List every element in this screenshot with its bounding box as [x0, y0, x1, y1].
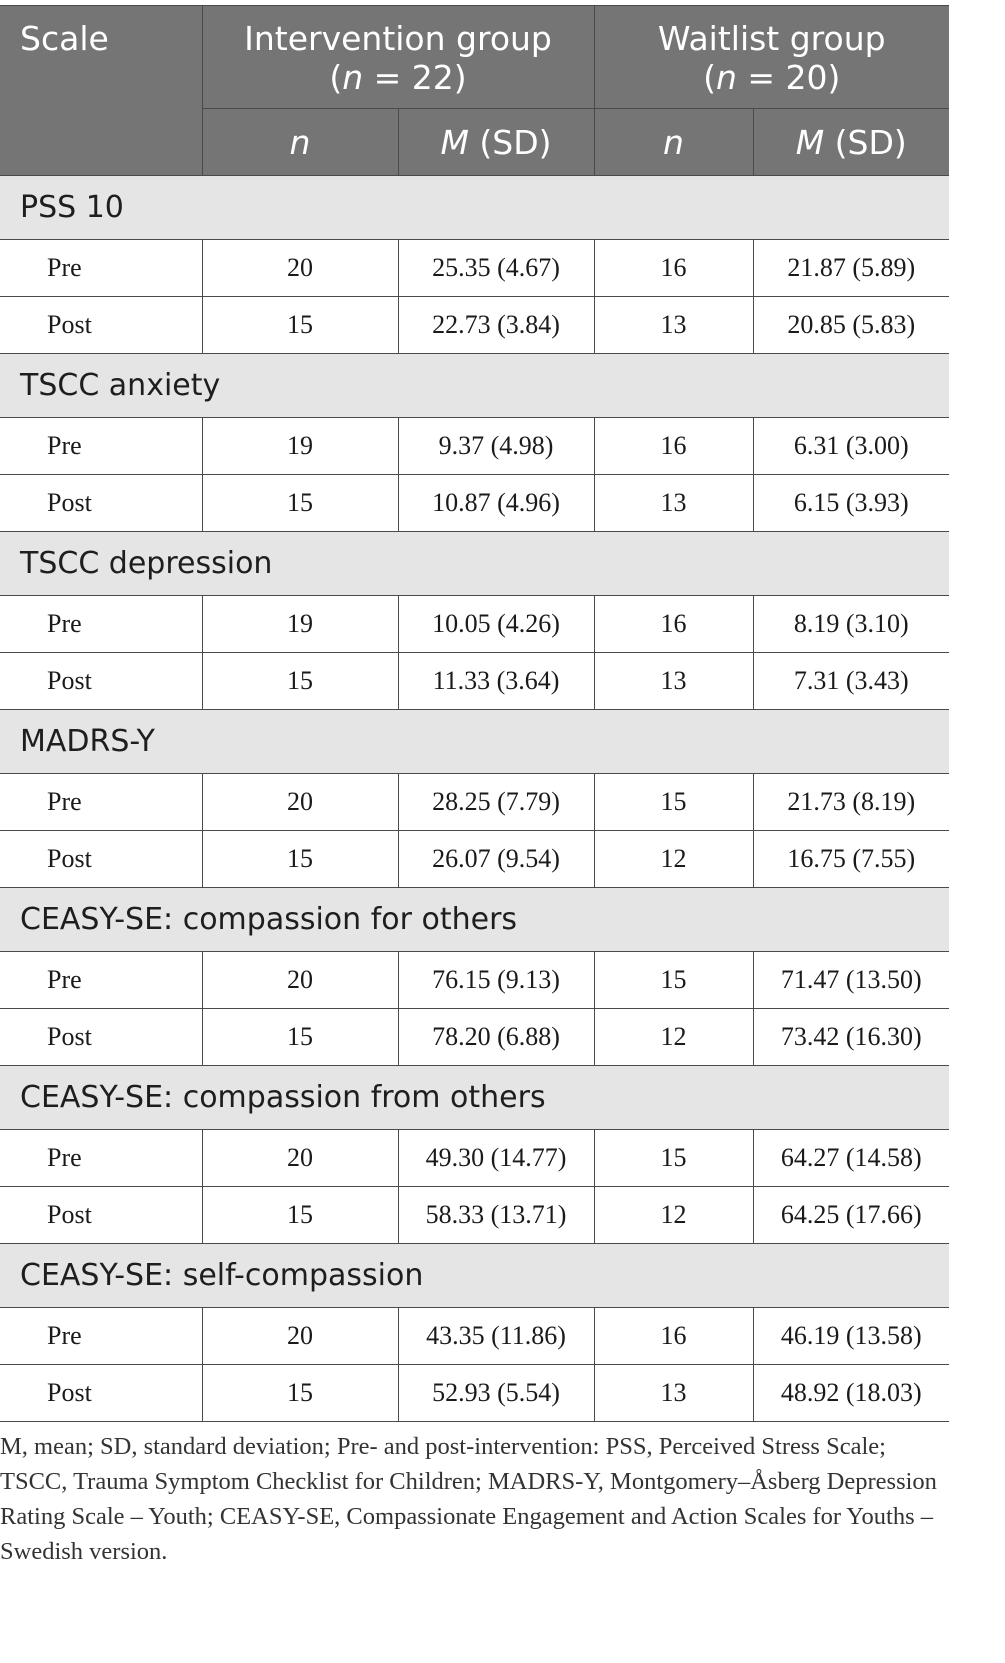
intervention-group-header: Intervention group (n = 22) [202, 6, 594, 109]
section-title: TSCC depression [0, 532, 949, 596]
intervention-mean-sd-cell: 9.37 (4.98) [398, 418, 594, 475]
waitlist-n-cell: 13 [594, 475, 753, 532]
row-label: Pre [0, 596, 202, 653]
waitlist-n-cell: 16 [594, 240, 753, 297]
intervention-mean-sd-cell: 26.07 (9.54) [398, 831, 594, 888]
waitlist-mean-sd-cell: 20.85 (5.83) [753, 297, 949, 354]
waitlist-n-cell: 16 [594, 1308, 753, 1365]
table-footnote: M, mean; SD, standard deviation; Pre- and post-intervention: PSS, Perceived Stress Scale; TSCC, Trauma Symptom Checklist for Children; MADRS-Y, Montgomery–Åsberg Depression Rating Scale – Youth; CEASY-SE, Compassionate Engagement and Action Scales for Youths – Swedish version. [0, 1433, 937, 1565]
waitlist-mean-sd-cell: 64.27 (14.58) [753, 1130, 949, 1187]
table-row [0, 1009, 949, 1066]
table-row [0, 831, 949, 888]
intervention-mean-sd-cell: 28.25 (7.79) [398, 774, 594, 831]
row-label: Post [0, 1009, 202, 1066]
intervention-n-cell: 15 [202, 297, 398, 354]
intervention-n-label: n [342, 58, 364, 97]
row-label: Post [0, 1187, 202, 1244]
row-label: Post [0, 297, 202, 354]
table-row [0, 418, 949, 475]
intervention-n-cell: 20 [202, 952, 398, 1009]
results-table [0, 5, 949, 1422]
intervention-n-cell: 19 [202, 596, 398, 653]
section-row [0, 888, 949, 952]
row-label: Pre [0, 1130, 202, 1187]
row-label: Post [0, 475, 202, 532]
section-row [0, 354, 949, 418]
waitlist-mean-sd-cell: 48.92 (18.03) [753, 1365, 949, 1422]
intervention-n-cell: 20 [202, 1308, 398, 1365]
table-row [0, 1130, 949, 1187]
waitlist-n-cell: 15 [594, 774, 753, 831]
waitlist-n-cell: 13 [594, 1365, 753, 1422]
waitlist-n-label: n [715, 58, 737, 97]
table-row [0, 240, 949, 297]
waitlist-n-cell: 15 [594, 952, 753, 1009]
table-row [0, 1308, 949, 1365]
row-label: Post [0, 653, 202, 710]
waitlist-mean-sd-cell: 6.31 (3.00) [753, 418, 949, 475]
intervention-n-cell: 15 [202, 475, 398, 532]
section-title: CEASY-SE: compassion from others [0, 1066, 949, 1130]
waitlist-group-title: Waitlist group [657, 19, 886, 58]
waitlist-n-cell: 15 [594, 1130, 753, 1187]
waitlist-mean-sd-cell: 71.47 (13.50) [753, 952, 949, 1009]
row-label: Pre [0, 952, 202, 1009]
section-title: MADRS-Y [0, 710, 949, 774]
table-row [0, 1187, 949, 1244]
waitlist-group-header: Waitlist group (n = 20) [594, 6, 949, 109]
intervention-mean-sd-cell: 10.87 (4.96) [398, 475, 594, 532]
waitlist-mean-sd-cell: 6.15 (3.93) [753, 475, 949, 532]
section-title: CEASY-SE: compassion for others [0, 888, 949, 952]
intervention-mean-sd-cell: 78.20 (6.88) [398, 1009, 594, 1066]
intervention-n-cell: 15 [202, 831, 398, 888]
waitlist-mean-sd-cell: 73.42 (16.30) [753, 1009, 949, 1066]
table-row [0, 596, 949, 653]
table-row [0, 1365, 949, 1422]
waitlist-n-cell: 12 [594, 1187, 753, 1244]
row-label: Pre [0, 774, 202, 831]
row-label: Post [0, 831, 202, 888]
intervention-n-cell: 15 [202, 1187, 398, 1244]
waitlist-n-value: = 20 [736, 58, 828, 97]
table-row [0, 297, 949, 354]
section-row [0, 1244, 949, 1308]
waitlist-n-cell: 13 [594, 653, 753, 710]
waitlist-n-cell: 16 [594, 418, 753, 475]
waitlist-n-cell: 12 [594, 831, 753, 888]
waitlist-mean-sd-cell: 64.25 (17.66) [753, 1187, 949, 1244]
intervention-mean-sd-cell: 58.33 (13.71) [398, 1187, 594, 1244]
intervention-n-cell: 15 [202, 1365, 398, 1422]
row-label: Pre [0, 418, 202, 475]
waitlist-mean-sd-cell: 16.75 (7.55) [753, 831, 949, 888]
intervention-n-value: = 22 [363, 58, 454, 97]
intervention-group-title: Intervention group [244, 19, 552, 58]
waitlist-msd-header: M (SD) [753, 109, 949, 176]
intervention-mean-sd-cell: 49.30 (14.77) [398, 1130, 594, 1187]
intervention-mean-sd-cell: 76.15 (9.13) [398, 952, 594, 1009]
waitlist-mean-sd-cell: 46.19 (13.58) [753, 1308, 949, 1365]
row-label: Pre [0, 240, 202, 297]
waitlist-mean-sd-cell: 21.87 (5.89) [753, 240, 949, 297]
intervention-n-cell: 15 [202, 653, 398, 710]
intervention-n-header: n [202, 109, 398, 176]
waitlist-n-cell: 13 [594, 297, 753, 354]
section-row [0, 532, 949, 596]
waitlist-n-cell: 12 [594, 1009, 753, 1066]
table-row [0, 475, 949, 532]
table-row [0, 952, 949, 1009]
intervention-msd-header: M (SD) [398, 109, 594, 176]
waitlist-mean-sd-cell: 8.19 (3.10) [753, 596, 949, 653]
section-row [0, 710, 949, 774]
waitlist-mean-sd-cell: 7.31 (3.43) [753, 653, 949, 710]
intervention-mean-sd-cell: 52.93 (5.54) [398, 1365, 594, 1422]
row-label: Post [0, 1365, 202, 1422]
section-title: TSCC anxiety [0, 354, 949, 418]
intervention-n-cell: 20 [202, 774, 398, 831]
intervention-mean-sd-cell: 22.73 (3.84) [398, 297, 594, 354]
intervention-n-cell: 20 [202, 240, 398, 297]
table-row [0, 774, 949, 831]
waitlist-mean-sd-cell: 21.73 (8.19) [753, 774, 949, 831]
waitlist-n-header: n [594, 109, 753, 176]
table-row [0, 653, 949, 710]
section-row [0, 1066, 949, 1130]
intervention-mean-sd-cell: 10.05 (4.26) [398, 596, 594, 653]
intervention-n-cell: 19 [202, 418, 398, 475]
intervention-n-cell: 15 [202, 1009, 398, 1066]
section-title: PSS 10 [0, 176, 949, 240]
section-title: CEASY-SE: self-compassion [0, 1244, 949, 1308]
section-row [0, 176, 949, 240]
intervention-n-cell: 20 [202, 1130, 398, 1187]
intervention-mean-sd-cell: 25.35 (4.67) [398, 240, 594, 297]
row-label: Pre [0, 1308, 202, 1365]
intervention-mean-sd-cell: 11.33 (3.64) [398, 653, 594, 710]
scale-header: Scale [0, 6, 202, 176]
intervention-mean-sd-cell: 43.35 (11.86) [398, 1308, 594, 1365]
waitlist-n-cell: 16 [594, 596, 753, 653]
